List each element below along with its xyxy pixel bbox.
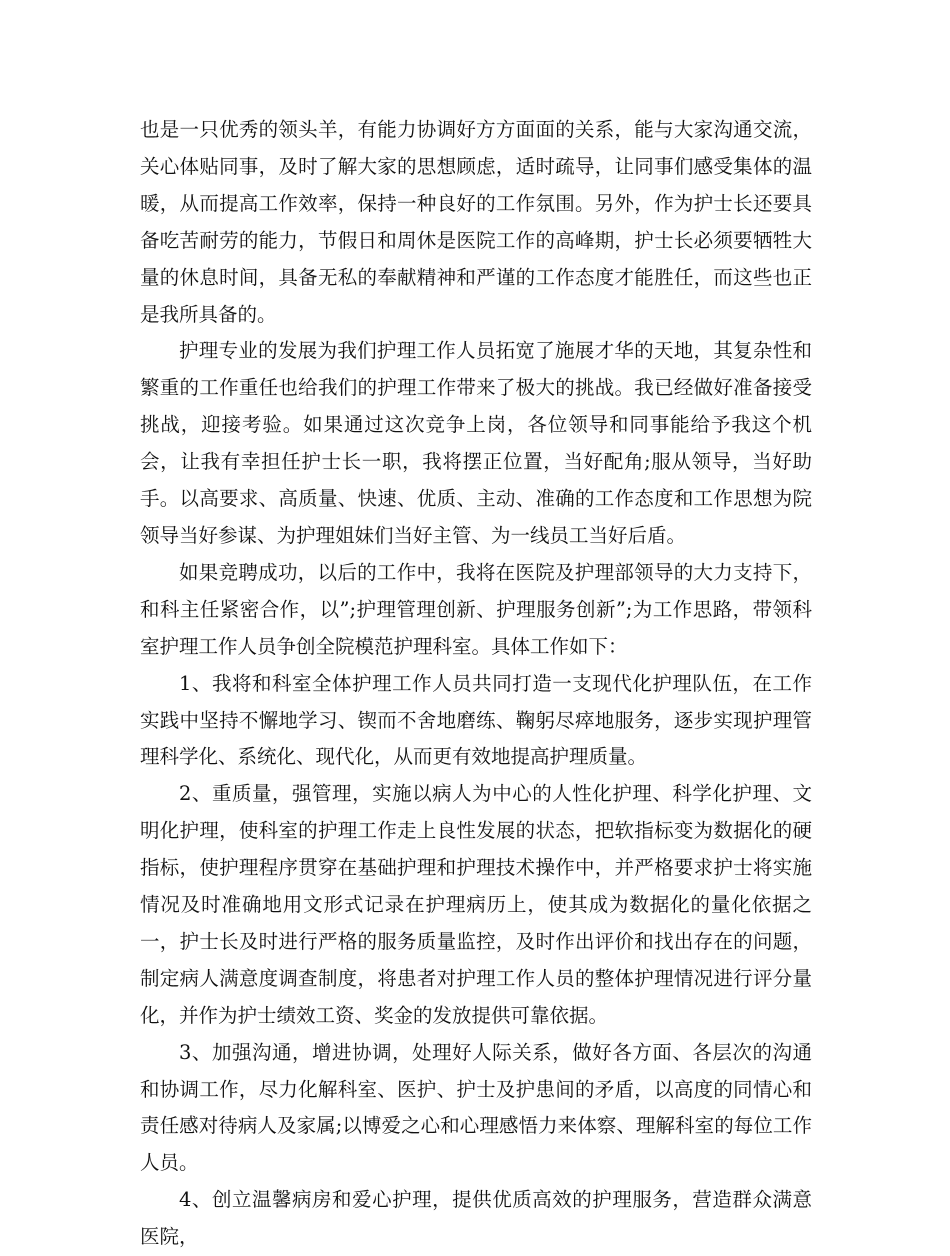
document-body <box>140 112 812 1256</box>
list-item-3: 3、加强沟通，增进协调，处理好人际关系，做好各方面、各层次的沟通和协调工作，尽力化解科室、医护、护士及护患间的矛盾，以高度的同情心和责任感对待病人及家属;以博爱之心和心理感悟力来体察、理解科室的每位工作人员。 <box>140 1040 812 1175</box>
paragraph-continuation: 也是一只优秀的领头羊，有能力协调好方方面面的关系，能与大家沟通交流，关心体贴同事，及时了解大家的思想顾虑，适时疏导，让同事们感受集体的温暖，从而提高工作效率，保持一种良好的工作氛围。另外，作为护士长还要具备吃苦耐劳的能力，节假日和周休是医院工作的高峰期，护士长必须要牺牲大量的休息时间，具备无私的奉献精神和严谨的工作态度才能胜任，而这些也正是我所具备的。 <box>140 118 812 326</box>
list-item-1: 1、我将和科室全体护理工作人员共同打造一支现代化护理队伍，在工作实践中坚持不懈地学习、锲而不舍地磨练、鞠躬尽瘁地服务，逐步实现护理管理科学化、系统化、现代化，从而更有效地提高护理质量。 <box>140 671 812 769</box>
paragraph-work-plan-intro: 如果竞聘成功，以后的工作中，我将在医院及护理部领导的大力支持下，和科主任紧密合作，以”;护理管理创新、护理服务创新”;为工作思路，带领科室护理工作人员争创全院模范护理科室。具体工作如下： <box>140 560 812 658</box>
list-item-4: 4、创立温馨病房和爱心护理，提供优质高效的护理服务，营造群众满意医院， <box>140 1188 812 1249</box>
list-item-2: 2、重质量，强管理，实施以病人为中心的人性化护理、科学化护理、文明化护理，使科室的护理工作走上良性发展的状态，把软指标变为数据化的硬指标，使护理程序贯穿在基础护理和护理技术操作中，并严格要求护士将实施情况及时准确地用文形式记录在护理病历上，使其成为数据化的量化依据之一，护士长及时进行严格的服务质量监控，及时作出评价和找出存在的问题，制定病人满意度调查制度，将患者对护理工作人员的整体护理情况进行评分量化，并作为护士绩效工资、奖金的发放提供可靠依据。 <box>140 782 812 1027</box>
paragraph-nursing-development: 护理专业的发展为我们护理工作人员拓宽了施展才华的天地，其复杂性和繁重的工作重任也给我们的护理工作带来了极大的挑战。我已经做好准备接受挑战，迎接考验。如果通过这次竞争上岗，各位领导和同事能给予我这个机会，让我有幸担任护士长一职，我将摆正位置，当好配角;服从领导，当好助手。以高要求、高质量、快速、优质、主动、准确的工作态度和工作思想为院领导当好参谋、为护理姐妹们当好主管、为一线员工当好后盾。 <box>140 339 812 547</box>
